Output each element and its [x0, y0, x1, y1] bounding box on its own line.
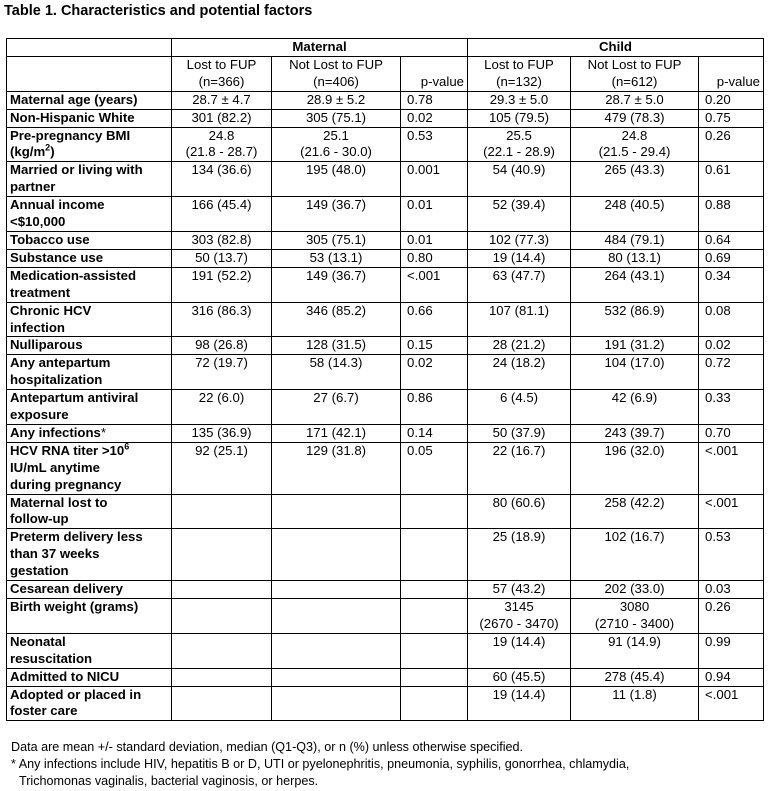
- maternal-not-lost-cell: [272, 686, 401, 721]
- child-lost-cell: 107 (81.1): [468, 302, 571, 337]
- child-p-cell: 0.61: [699, 162, 764, 197]
- maternal-not-lost-cell: 129 (31.8): [272, 442, 401, 494]
- maternal-p-cell: [401, 633, 468, 668]
- table-row: [7, 494, 764, 529]
- label-line: Medication-assisted: [10, 267, 137, 283]
- maternal-lost-cell: 72 (19.7): [172, 355, 272, 390]
- maternal-lost-cell: 22 (6.0): [172, 390, 272, 425]
- header-maternal-not-lost: [272, 56, 401, 91]
- maternal-not-lost-cell: 28.9 ± 5.2: [272, 91, 401, 109]
- row-label: [7, 302, 172, 337]
- label-line: [10, 443, 168, 460]
- child-not-lost-cell: 202 (33.0): [571, 581, 699, 599]
- maternal-p-cell: 0.80: [401, 249, 468, 267]
- maternal-not-lost-cell: [272, 581, 401, 599]
- group-maternal: Maternal: [172, 39, 468, 57]
- child-p-cell: 0.69: [699, 249, 764, 267]
- child-lost-cell: [468, 599, 571, 634]
- maternal-not-lost-cell: 58 (14.3): [272, 355, 401, 390]
- maternal-p-cell: [401, 599, 468, 634]
- child-p-cell: <.001: [699, 686, 764, 721]
- maternal-p-cell: 0.14: [401, 424, 468, 442]
- child-lost-cell: 54 (40.9): [468, 162, 571, 197]
- label-line: Maternal lost to: [10, 494, 108, 510]
- label-text: Any infections: [10, 424, 101, 440]
- maternal-lost-cell: [172, 686, 272, 721]
- maternal-lost-cell: [172, 633, 272, 668]
- child-lost-cell: 80 (60.6): [468, 494, 571, 529]
- label-line: [10, 616, 168, 633]
- table-row: [7, 581, 764, 599]
- child-lost-cell: 22 (16.7): [468, 442, 571, 494]
- row-label: [7, 599, 172, 634]
- label-line: Nulliparous: [10, 337, 83, 353]
- table-row: [7, 424, 764, 442]
- table-body: [7, 91, 764, 721]
- maternal-not-lost-cell: [272, 633, 401, 668]
- maternal-lost-cell: 50 (13.7): [172, 249, 272, 267]
- value-line: (22.1 - 28.9): [483, 144, 555, 160]
- value-line: 3080: [619, 599, 650, 614]
- row-label: [7, 355, 172, 390]
- group-child: Child: [468, 39, 764, 57]
- maternal-not-lost-cell: 149 (36.7): [272, 267, 401, 302]
- maternal-not-lost-cell: [272, 127, 401, 162]
- label-text: (kg/m: [10, 144, 46, 160]
- row-label: [7, 162, 172, 197]
- table-row: [7, 197, 764, 232]
- child-lost-cell: 105 (79.5): [468, 109, 571, 127]
- maternal-p-cell: [401, 494, 468, 529]
- maternal-p-cell: 0.53: [401, 127, 468, 162]
- child-lost-cell: 102 (77.3): [468, 231, 571, 249]
- child-lost-cell: 25 (18.9): [468, 529, 571, 581]
- child-lost-cell: 52 (39.4): [468, 197, 571, 232]
- child-not-lost-cell: 258 (42.2): [571, 494, 699, 529]
- maternal-p-cell: 0.02: [401, 355, 468, 390]
- footnote-line: Trichomonas vaginalis, bacterial vaginosis, or herpes.: [19, 774, 319, 788]
- row-label: [7, 249, 172, 267]
- header-child-lost: [468, 56, 571, 91]
- value-line: (2670 - 3470): [479, 615, 559, 631]
- label-line: Maternal age (years): [10, 91, 138, 107]
- child-p-cell: 0.26: [699, 127, 764, 162]
- table-header: [7, 39, 764, 92]
- maternal-p-cell: [401, 686, 468, 721]
- label-line: hospitalization: [10, 372, 103, 388]
- label-line: treatment: [10, 284, 71, 300]
- row-label: [7, 494, 172, 529]
- maternal-not-lost-cell: 305 (75.1): [272, 231, 401, 249]
- label-text: ): [50, 144, 55, 160]
- child-p-cell: 0.64: [699, 231, 764, 249]
- label-line: Non-Hispanic White: [10, 109, 135, 125]
- label-line: <$10,000: [10, 214, 66, 230]
- child-not-lost-cell: 91 (14.9): [571, 633, 699, 668]
- table-row: [7, 337, 764, 355]
- value-line: 25.5: [506, 127, 532, 143]
- maternal-not-lost-cell: 128 (31.5): [272, 337, 401, 355]
- value-line: (21.6 - 30.0): [300, 144, 372, 160]
- table-row: [7, 442, 764, 494]
- child-p-cell: 0.94: [699, 668, 764, 686]
- child-p-cell: 0.53: [699, 529, 764, 581]
- maternal-p-cell: 0.02: [401, 109, 468, 127]
- label-line: Married or living with: [10, 162, 143, 178]
- label-line: resuscitation: [10, 650, 93, 666]
- maternal-p-cell: 0.05: [401, 442, 468, 494]
- child-lost-cell: 50 (37.9): [468, 424, 571, 442]
- child-not-lost-cell: 484 (79.1): [571, 231, 699, 249]
- maternal-lost-cell: [172, 494, 272, 529]
- label-line: [10, 144, 168, 161]
- child-not-lost-cell: 104 (17.0): [571, 355, 699, 390]
- child-not-lost-cell: 42 (6.9): [571, 390, 699, 425]
- child-not-lost-cell: 196 (32.0): [571, 442, 699, 494]
- maternal-lost-cell: [172, 127, 272, 162]
- footnote-marker: *: [100, 424, 106, 440]
- child-not-lost-cell: 278 (45.4): [571, 668, 699, 686]
- label-line: follow-up: [10, 511, 69, 527]
- label-line: Admitted to NICU: [10, 668, 120, 684]
- row-label: [7, 91, 172, 109]
- maternal-lost-cell: 166 (45.4): [172, 197, 272, 232]
- maternal-p-cell: 0.01: [401, 231, 468, 249]
- row-label: [7, 267, 172, 302]
- table-title: Table 1. Characteristics and potential factors: [4, 3, 313, 19]
- maternal-lost-cell: 303 (82.8): [172, 231, 272, 249]
- value-line: (21.8 - 28.7): [185, 144, 258, 160]
- child-not-lost-cell: 265 (43.3): [571, 162, 699, 197]
- table-row: [7, 633, 764, 668]
- child-lost-cell: 28 (21.2): [468, 337, 571, 355]
- child-lost-cell: 57 (43.2): [468, 581, 571, 599]
- child-not-lost-cell: 80 (13.1): [571, 249, 699, 267]
- footnote-line: * Any infections include HIV, hepatitis B or D, UTI or pyelonephritis, pneumonia, syphilis, gonorrhea, chlamydia,: [11, 757, 630, 771]
- child-p-cell: 0.70: [699, 424, 764, 442]
- maternal-not-lost-cell: [272, 668, 401, 686]
- child-p-cell: 0.03: [699, 581, 764, 599]
- child-p-cell: <.001: [699, 442, 764, 494]
- maternal-p-cell: 0.15: [401, 337, 468, 355]
- row-label: [7, 337, 172, 355]
- header-line: (n=366): [198, 73, 245, 89]
- table-row: [7, 686, 764, 721]
- header-line: (n=132): [496, 73, 542, 89]
- header-line: p-value: [716, 73, 760, 89]
- child-lost-cell: 63 (47.7): [468, 267, 571, 302]
- superscript: 6: [124, 442, 130, 452]
- maternal-lost-cell: 98 (26.8): [172, 337, 272, 355]
- row-label: [7, 668, 172, 686]
- label-line: Adopted or placed in: [10, 686, 142, 702]
- child-not-lost-cell: 264 (43.1): [571, 267, 699, 302]
- value-line: (2710 - 3400): [594, 615, 675, 631]
- table-row: [7, 599, 764, 634]
- header-line: Not Lost to FUP: [289, 56, 383, 72]
- child-lost-cell: 6 (4.5): [468, 390, 571, 425]
- maternal-p-cell: [401, 581, 468, 599]
- maternal-not-lost-cell: [272, 529, 401, 581]
- child-p-cell: 0.99: [699, 633, 764, 668]
- child-not-lost-cell: 102 (16.7): [571, 529, 699, 581]
- header-line: p-value: [420, 73, 464, 89]
- header-maternal-lost: [172, 56, 272, 91]
- label-line: Annual income: [10, 197, 105, 213]
- child-p-cell: 0.08: [699, 302, 764, 337]
- maternal-p-cell: [401, 529, 468, 581]
- table-row: [7, 529, 764, 581]
- maternal-not-lost-cell: 305 (75.1): [272, 109, 401, 127]
- header-line: (n=612): [611, 73, 658, 89]
- child-p-cell: 0.34: [699, 267, 764, 302]
- group-header-row: [7, 39, 764, 57]
- header-line: Lost to FUP: [186, 56, 257, 72]
- maternal-lost-cell: [172, 581, 272, 599]
- row-label: [7, 581, 172, 599]
- row-label: [7, 127, 172, 162]
- label-line: Neonatal: [10, 633, 66, 649]
- label-line: gestation: [10, 563, 69, 579]
- child-not-lost-cell: 28.7 ± 5.0: [571, 91, 699, 109]
- maternal-not-lost-cell: [272, 599, 401, 634]
- value-line: 24.8: [621, 127, 648, 143]
- label-line: Substance use: [10, 249, 104, 265]
- maternal-p-cell: 0.86: [401, 390, 468, 425]
- maternal-lost-cell: [172, 529, 272, 581]
- value-line: 24.8: [208, 127, 235, 143]
- maternal-lost-cell: 301 (82.2): [172, 109, 272, 127]
- row-label: [7, 197, 172, 232]
- child-not-lost-cell: 191 (31.2): [571, 337, 699, 355]
- maternal-lost-cell: 28.7 ± 4.7: [172, 91, 272, 109]
- child-lost-cell: [468, 127, 571, 162]
- child-not-lost-cell: [571, 127, 699, 162]
- label-text: HCV RNA titer >10: [10, 442, 125, 458]
- child-lost-cell: 19 (14.4): [468, 686, 571, 721]
- maternal-lost-cell: 191 (52.2): [172, 267, 272, 302]
- table-row: [7, 355, 764, 390]
- row-label: [7, 424, 172, 442]
- label-line: Pre-pregnancy BMI: [10, 127, 131, 143]
- table-row: [7, 91, 764, 109]
- child-lost-cell: 19 (14.4): [468, 249, 571, 267]
- label-line: [10, 425, 168, 442]
- table-row: [7, 127, 764, 162]
- child-p-cell: <.001: [699, 494, 764, 529]
- characteristics-table: [6, 38, 764, 721]
- child-not-lost-cell: 11 (1.8): [571, 686, 699, 721]
- label-line: Preterm delivery less: [10, 529, 143, 545]
- child-lost-cell: 60 (45.5): [468, 668, 571, 686]
- maternal-not-lost-cell: 27 (6.7): [272, 390, 401, 425]
- maternal-not-lost-cell: 346 (85.2): [272, 302, 401, 337]
- value-line: 25.1: [323, 127, 349, 143]
- child-not-lost-cell: 532 (86.9): [571, 302, 699, 337]
- row-label: [7, 231, 172, 249]
- table-row: [7, 231, 764, 249]
- header-line: Not Lost to FUP: [587, 56, 682, 72]
- child-p-cell: 0.26: [699, 599, 764, 634]
- table-footnotes: [11, 739, 629, 790]
- header-line: (n=406): [313, 73, 359, 89]
- table-row: [7, 162, 764, 197]
- table-row: [7, 302, 764, 337]
- table-row: [7, 249, 764, 267]
- table-row: [7, 267, 764, 302]
- label-header-cell: [7, 56, 172, 91]
- label-line: IU/mL anytime: [10, 459, 100, 475]
- child-not-lost-cell: 248 (40.5): [571, 197, 699, 232]
- label-line: Any antepartum: [10, 355, 111, 371]
- label-line: Tobacco use: [10, 231, 90, 247]
- maternal-p-cell: 0.66: [401, 302, 468, 337]
- maternal-lost-cell: 134 (36.6): [172, 162, 272, 197]
- row-label: [7, 529, 172, 581]
- header-maternal-p: [401, 56, 468, 91]
- child-lost-cell: 24 (18.2): [468, 355, 571, 390]
- row-label: [7, 109, 172, 127]
- corner-cell: [7, 39, 172, 57]
- maternal-p-cell: <.001: [401, 267, 468, 302]
- label-line: infection: [10, 319, 65, 335]
- maternal-p-cell: 0.01: [401, 197, 468, 232]
- header-child-p: [699, 56, 764, 91]
- maternal-lost-cell: 316 (86.3): [172, 302, 272, 337]
- superscript: 2: [45, 143, 51, 154]
- child-not-lost-cell: 479 (78.3): [571, 109, 699, 127]
- maternal-not-lost-cell: 53 (13.1): [272, 249, 401, 267]
- table-row: [7, 390, 764, 425]
- maternal-not-lost-cell: 171 (42.1): [272, 424, 401, 442]
- footnote-line: Data are mean +/- standard deviation, median (Q1-Q3), or n (%) unless otherwise specified.: [11, 740, 524, 754]
- child-p-cell: 0.33: [699, 390, 764, 425]
- child-not-lost-cell: 243 (39.7): [571, 424, 699, 442]
- child-p-cell: 0.75: [699, 109, 764, 127]
- row-label: [7, 686, 172, 721]
- row-label: [7, 442, 172, 494]
- label-line: than 37 weeks: [10, 546, 100, 562]
- label-line: Cesarean delivery: [10, 581, 123, 597]
- label-line: Chronic HCV: [10, 302, 92, 318]
- child-not-lost-cell: [571, 599, 699, 634]
- maternal-lost-cell: 135 (36.9): [172, 424, 272, 442]
- maternal-p-cell: [401, 668, 468, 686]
- column-header-row: [7, 56, 764, 91]
- child-p-cell: 0.88: [699, 197, 764, 232]
- maternal-lost-cell: [172, 668, 272, 686]
- maternal-lost-cell: [172, 599, 272, 634]
- maternal-not-lost-cell: 195 (48.0): [272, 162, 401, 197]
- child-p-cell: 0.72: [699, 355, 764, 390]
- maternal-not-lost-cell: [272, 494, 401, 529]
- label-line: partner: [10, 179, 56, 195]
- child-p-cell: 0.02: [699, 337, 764, 355]
- maternal-lost-cell: 92 (25.1): [172, 442, 272, 494]
- label-line: Birth weight (grams): [10, 599, 139, 614]
- label-line: foster care: [10, 703, 78, 719]
- table-row: [7, 109, 764, 127]
- row-label: [7, 633, 172, 668]
- value-line: (21.5 - 29.4): [598, 144, 671, 160]
- maternal-p-cell: 0.78: [401, 91, 468, 109]
- child-p-cell: 0.20: [699, 91, 764, 109]
- header-line: Lost to FUP: [484, 56, 554, 72]
- table-row: [7, 668, 764, 686]
- label-line: Antepartum antiviral: [10, 390, 139, 406]
- header-child-not-lost: [571, 56, 699, 91]
- value-line: 3145: [504, 599, 534, 614]
- maternal-not-lost-cell: 149 (36.7): [272, 197, 401, 232]
- row-label: [7, 390, 172, 425]
- child-lost-cell: 29.3 ± 5.0: [468, 91, 571, 109]
- child-lost-cell: 19 (14.4): [468, 633, 571, 668]
- maternal-p-cell: 0.001: [401, 162, 468, 197]
- label-line: exposure: [10, 407, 69, 423]
- label-line: during pregnancy: [10, 476, 122, 492]
